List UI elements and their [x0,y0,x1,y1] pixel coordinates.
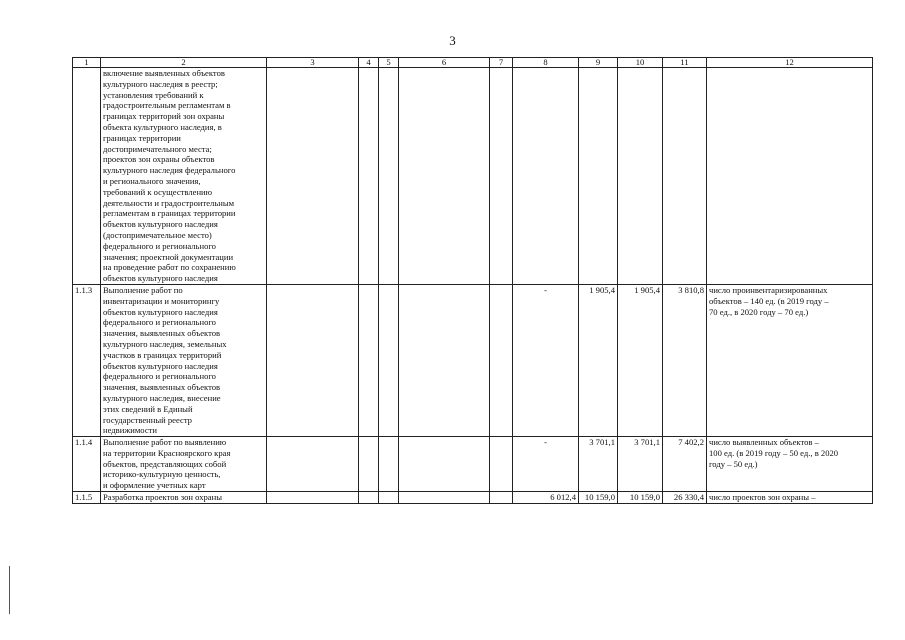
description-line: на проведение работ по сохранению [103,262,236,273]
empty-cell-col-7 [490,437,513,492]
column-header-3: 3 [267,58,359,68]
column-header-12: 12 [707,58,873,68]
row-code-cell: 1.1.5 [73,492,101,504]
description-line: значения; проектной документации [103,251,234,262]
value-col-10-cell: 1 905,4 [618,284,663,436]
value-col-9-cell: 10 159,0 [579,492,618,504]
column-header-1: 1 [73,58,101,68]
description-line: требований к осуществлению [103,186,213,197]
description-line: (достопримечательное место) [103,229,212,240]
row-description-cell [101,284,267,436]
description-line: регламентам в границах территории [103,208,236,219]
empty-cell-col-7 [490,68,513,285]
description-line: культурного наследия, земельных [103,338,227,349]
description-line: и регионального значения, [103,175,201,186]
description-line: Выполнение работ по выявлению [103,437,227,448]
table-row [73,284,873,436]
description-line: государственный реестр [103,414,192,425]
result-indicator-cell [707,284,873,436]
row-description-cell [101,437,267,492]
row-code-cell [73,68,101,285]
empty-cell-col-3 [267,492,359,504]
value-col-8-cell: 6 012,4 [513,492,579,504]
empty-cell-col-6 [399,492,490,504]
empty-cell-col-6 [399,68,490,285]
value-col-8-cell: - [513,437,579,492]
description-line: границах территорий зон охраны [103,111,225,122]
row-description-cell [101,68,267,285]
indicator-line: 100 ед. (в 2019 году – 50 ед., в 2020 [709,447,839,458]
empty-cell-col-3 [267,68,359,285]
indicator-line: число проинвентаризированных [709,284,828,295]
value-col-11-cell: 26 330,4 [663,492,707,504]
empty-cell-col-6 [399,284,490,436]
column-header-2: 2 [101,58,267,68]
empty-cell-col-7 [490,492,513,504]
description-line: федерального и регионального [103,317,216,328]
table-row [73,492,873,504]
description-line: недвижимости [103,425,157,436]
table-row [73,437,873,492]
empty-cell-col-3 [267,437,359,492]
description-line: участков в границах территорий [103,349,222,360]
empty-cell-col-4 [359,437,379,492]
empty-cell-col-7 [490,284,513,436]
column-header-9: 9 [579,58,618,68]
empty-cell-col-5 [379,492,399,504]
description-line: объектов культурного наследия [103,273,218,284]
description-line: культурного наследия, внесение [103,392,221,403]
value-col-8-cell: - [513,284,579,436]
description-line: на территории Красноярского края [103,447,231,458]
value-col-11-cell [663,68,707,285]
description-line: Выполнение работ по [103,284,183,295]
description-line: федерального и регионального [103,371,216,382]
row-code-cell: 1.1.3 [73,284,101,436]
column-header-6: 6 [399,58,490,68]
result-indicator-cell [707,492,873,504]
empty-cell-col-4 [359,68,379,285]
table-header-row [73,58,873,68]
value-col-8-cell [513,68,579,285]
description-line: объектов культурного наследия [103,360,218,371]
indicator-line: 70 ед., в 2020 году – 70 ед.) [709,306,809,317]
empty-cell-col-6 [399,437,490,492]
empty-cell-col-4 [359,284,379,436]
empty-cell-col-4 [359,492,379,504]
value-col-10-cell [618,68,663,285]
description-line: историко-культурную ценность, [103,469,221,480]
scan-edge-mark [9,566,10,614]
description-line: объектов культурного наследия [103,219,218,230]
description-line: культурного наследия в реестр; [103,78,218,89]
description-line: проектов зон охраны объектов [103,154,215,165]
value-col-9-cell [579,68,618,285]
empty-cell-col-5 [379,68,399,285]
value-col-9-cell: 3 701,1 [579,437,618,492]
description-line: достопримечательного места; [103,143,212,154]
table-body [73,68,873,504]
description-line: деятельности и градостроительным [103,197,235,208]
value-col-9-cell: 1 905,4 [579,284,618,436]
description-line: этих сведений в Единый [103,403,193,414]
result-indicator-cell [707,68,873,285]
column-header-4: 4 [359,58,379,68]
value-col-10-cell: 10 159,0 [618,492,663,504]
table-row [73,68,873,285]
description-line: федерального и регионального [103,240,216,251]
indicator-line: число выявленных объектов – [709,437,819,448]
column-header-11: 11 [663,58,707,68]
description-line: объектов культурного наследия [103,306,218,317]
empty-cell-col-5 [379,284,399,436]
description-line: включение выявленных объектов [103,68,225,78]
description-line: объектов, представляющих собой [103,458,227,469]
value-col-11-cell: 7 402,2 [663,437,707,492]
value-col-11-cell: 3 810,8 [663,284,707,436]
description-line: значения, выявленных объектов [103,328,221,339]
column-header-10: 10 [618,58,663,68]
description-line: установления требований к [103,89,204,100]
page-number: 3 [449,33,456,48]
description-line: объекта культурного наследия, в [103,121,222,132]
description-line: Разработка проектов зон охраны [103,492,222,503]
indicator-line: число проектов зон охраны – [709,492,816,503]
description-line: культурного наследия федерального [103,165,236,176]
row-description-cell [101,492,267,504]
column-header-8: 8 [513,58,579,68]
document-table [72,57,873,504]
description-line: значения, выявленных объектов [103,382,221,393]
empty-cell-col-3 [267,284,359,436]
description-line: инвентаризации и мониторингу [103,295,220,306]
empty-cell-col-5 [379,437,399,492]
column-header-7: 7 [490,58,513,68]
value-col-10-cell: 3 701,1 [618,437,663,492]
column-header-5: 5 [379,58,399,68]
description-line: и оформление учетных карт [103,480,206,491]
result-indicator-cell [707,437,873,492]
row-code-cell: 1.1.4 [73,437,101,492]
indicator-line: году – 50 ед.) [709,458,758,469]
indicator-line: объектов – 140 ед. (в 2019 году – [709,295,829,306]
description-line: границах территории [103,132,181,143]
description-line: градостроительным регламентам в [103,100,231,111]
